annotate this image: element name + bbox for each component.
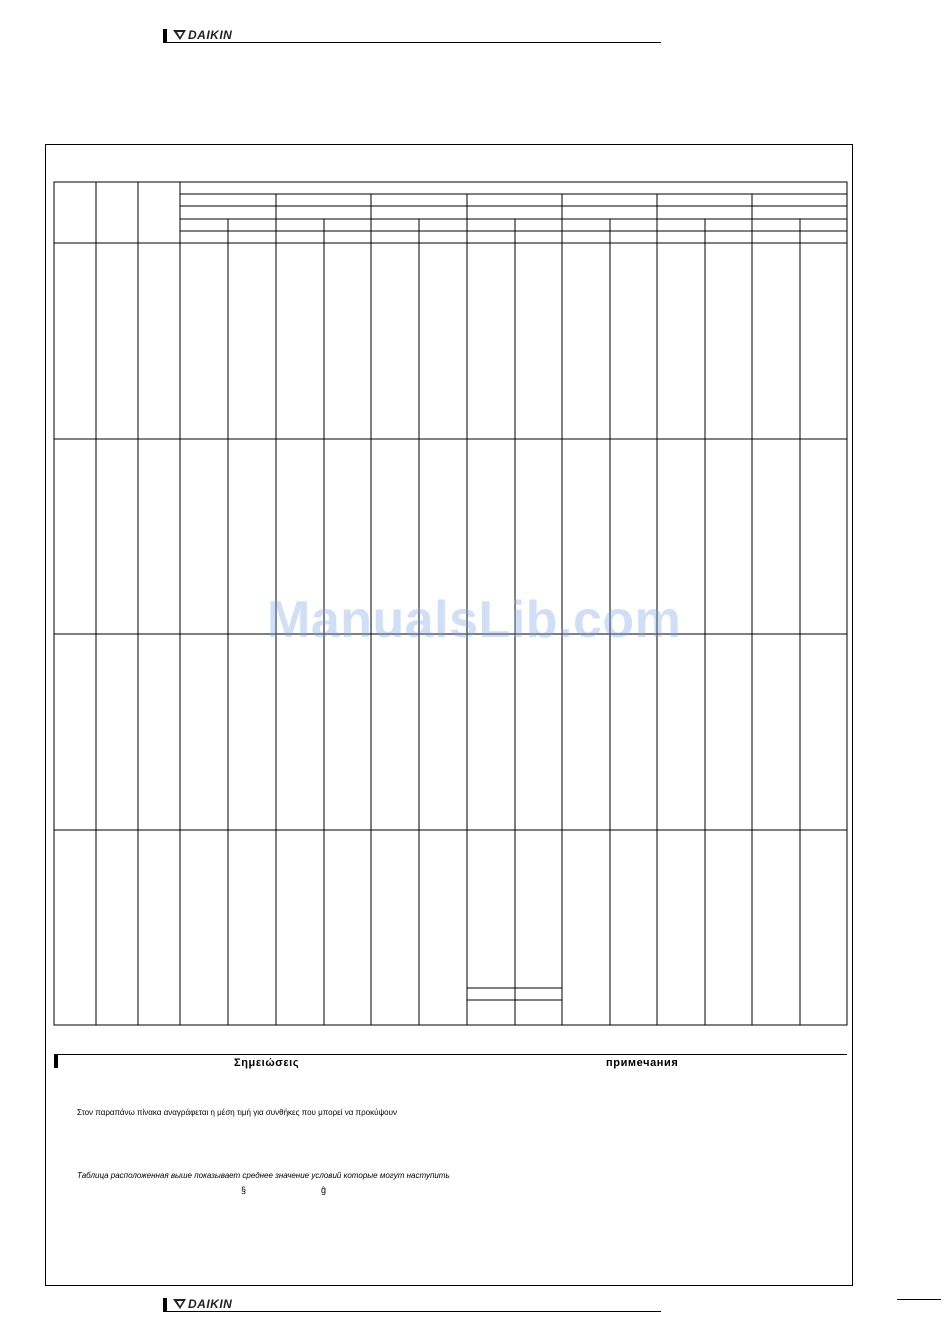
notes-mark [54, 1054, 58, 1068]
notes-title-greek: Σημειώσεις [234, 1057, 300, 1069]
brand-name: DAIKIN [188, 28, 233, 42]
watermark: ManualsLib.com [267, 591, 682, 649]
footer-rule [163, 1311, 661, 1312]
footer-logo-bar [163, 1298, 661, 1312]
note-symbol-1: § [241, 1185, 247, 1195]
note-text-greek: Στον παραπάνω πίνακα αναγράφεται η μέση τιμή για συνθήκες που μπορεί να προκύψουν [77, 1108, 397, 1117]
notes-title-russian: примечания [606, 1057, 679, 1069]
corner-rule [897, 1299, 941, 1300]
footer-mark [163, 1298, 167, 1312]
brand-name-footer: DAIKIN [188, 1297, 233, 1311]
notes-rule [54, 1054, 847, 1055]
note-text-russian: Таблица расположенная выше показывает среднее значение условий которые могут наступить [77, 1171, 450, 1180]
note-symbol-2: ĝ [321, 1185, 327, 1195]
daikin-logo-icon [173, 1298, 187, 1310]
daikin-logo-footer [173, 1297, 232, 1311]
